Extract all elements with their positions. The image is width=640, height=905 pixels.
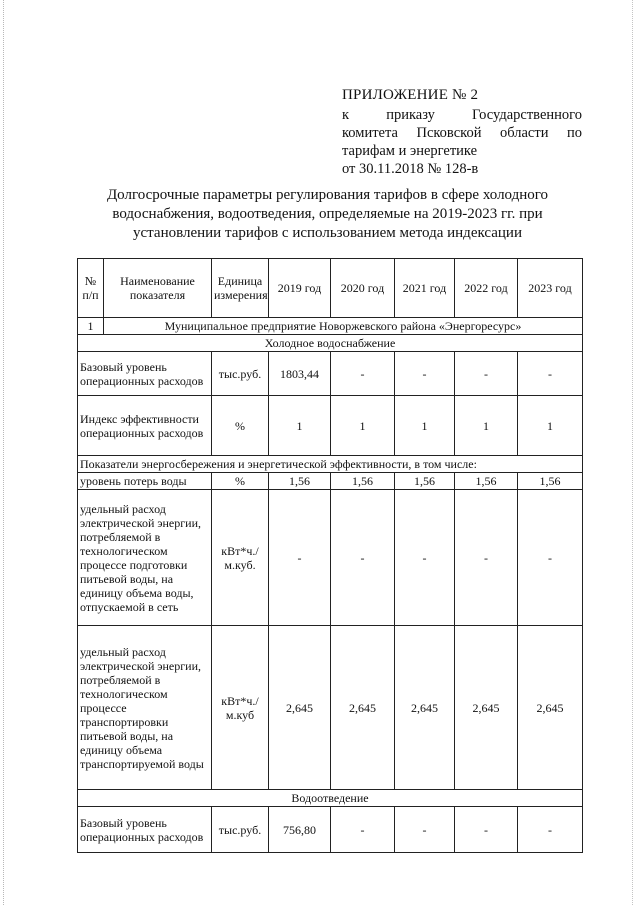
- header-row: [78, 259, 583, 318]
- org-row-num: 1: [78, 318, 104, 335]
- row-name: удельный расход электрической энергии, потребляемой в технологическом процессе транспортировки питьевой воды, на единицу объема транспортируемой воды: [78, 626, 212, 790]
- scan-edge-left: [3, 0, 5, 905]
- header-name: Наименование показателя: [104, 259, 212, 318]
- document-title: Долгосрочные параметры регулирования тарифов в сфере холодного водоснабжения, водоотведения, определяемые на 2019-2023 гг. при установлении тарифов с использованием метода индексации: [106, 187, 549, 241]
- appendix-line-4: от 30.11.2018 № 128-в: [342, 161, 479, 177]
- row-value-2022: 1,56: [455, 473, 518, 490]
- org-name: Муниципальное предприятие Новоржевского района «Энергоресурс»: [104, 318, 583, 335]
- row-unit: %: [212, 396, 269, 456]
- section-row-drainage: [78, 790, 583, 807]
- row-value-2020: -: [331, 352, 395, 396]
- row-value-2021: 1,56: [395, 473, 455, 490]
- row-unit: кВт*ч./м.куб: [212, 626, 269, 790]
- org-row: [78, 318, 583, 335]
- row-value-2023: -: [518, 490, 583, 626]
- row-value-2020: 2,645: [331, 626, 395, 790]
- table-row: [78, 352, 583, 396]
- row-value-2022: -: [455, 490, 518, 626]
- row-value-2023: 1,56: [518, 473, 583, 490]
- row-value-2022: 1: [455, 396, 518, 456]
- row-value-2019: -: [269, 490, 331, 626]
- table-row: [78, 490, 583, 626]
- header-year-2019: 2019 год: [269, 259, 331, 318]
- row-value-2021: -: [395, 807, 455, 853]
- row-value-2021: -: [395, 352, 455, 396]
- row-value-2023: 1: [518, 396, 583, 456]
- row-unit: тыс.руб.: [212, 352, 269, 396]
- appendix-line-3: тарифам и энергетике: [342, 143, 478, 159]
- row-value-2022: 2,645: [455, 626, 518, 790]
- table-row: [78, 626, 583, 790]
- appendix-block: [342, 86, 582, 178]
- section-drainage: Водоотведение: [78, 790, 583, 807]
- table-row: [78, 473, 583, 490]
- row-value-2020: 1,56: [331, 473, 395, 490]
- header-unit: Единица измерения: [212, 259, 269, 318]
- row-value-2019: 2,645: [269, 626, 331, 790]
- row-value-2020: -: [331, 490, 395, 626]
- row-value-2019: 756,80: [269, 807, 331, 853]
- parameters-table: [77, 258, 583, 853]
- appendix-title: ПРИЛОЖЕНИЕ № 2: [342, 87, 479, 103]
- row-value-2022: -: [455, 352, 518, 396]
- section-energy-efficiency: Показатели энергосбережения и энергетической эффективности, в том числе:: [78, 456, 583, 473]
- header-year-2021: 2021 год: [395, 259, 455, 318]
- table-row: [78, 396, 583, 456]
- row-value-2019: 1: [269, 396, 331, 456]
- row-value-2023: 2,645: [518, 626, 583, 790]
- row-name: Базовый уровень операционных расходов: [78, 352, 212, 396]
- row-name: Индекс эффективности операционных расходов: [78, 396, 212, 456]
- row-unit: кВт*ч./м.куб.: [212, 490, 269, 626]
- row-value-2019: 1803,44: [269, 352, 331, 396]
- row-value-2023: -: [518, 807, 583, 853]
- row-value-2023: -: [518, 352, 583, 396]
- row-value-2021: -: [395, 490, 455, 626]
- row-value-2019: 1,56: [269, 473, 331, 490]
- row-value-2022: -: [455, 807, 518, 853]
- section-row-cold-water: [78, 335, 583, 352]
- row-name: Базовый уровень операционных расходов: [78, 807, 212, 853]
- section-cold-water: Холодное водоснабжение: [78, 335, 583, 352]
- header-num: № п/п: [78, 259, 104, 318]
- header-year-2020: 2020 год: [331, 259, 395, 318]
- scan-edge-right: [632, 0, 634, 905]
- section-row-energy: [78, 456, 583, 473]
- appendix-line-1: к приказу Государственного: [342, 107, 582, 123]
- row-name: уровень потерь воды: [78, 473, 212, 490]
- row-name: удельный расход электрической энергии, потребляемой в технологическом процессе подготовки питьевой воды, на единицу объема воды, отпускаемой в сеть: [78, 490, 212, 626]
- header-year-2023: 2023 год: [518, 259, 583, 318]
- row-value-2021: 1: [395, 396, 455, 456]
- row-value-2021: 2,645: [395, 626, 455, 790]
- row-unit: тыс.руб.: [212, 807, 269, 853]
- row-value-2020: -: [331, 807, 395, 853]
- table-row: [78, 807, 583, 853]
- appendix-line-2: комитета Псковской области по: [342, 125, 582, 141]
- row-value-2020: 1: [331, 396, 395, 456]
- row-unit: %: [212, 473, 269, 490]
- header-year-2022: 2022 год: [455, 259, 518, 318]
